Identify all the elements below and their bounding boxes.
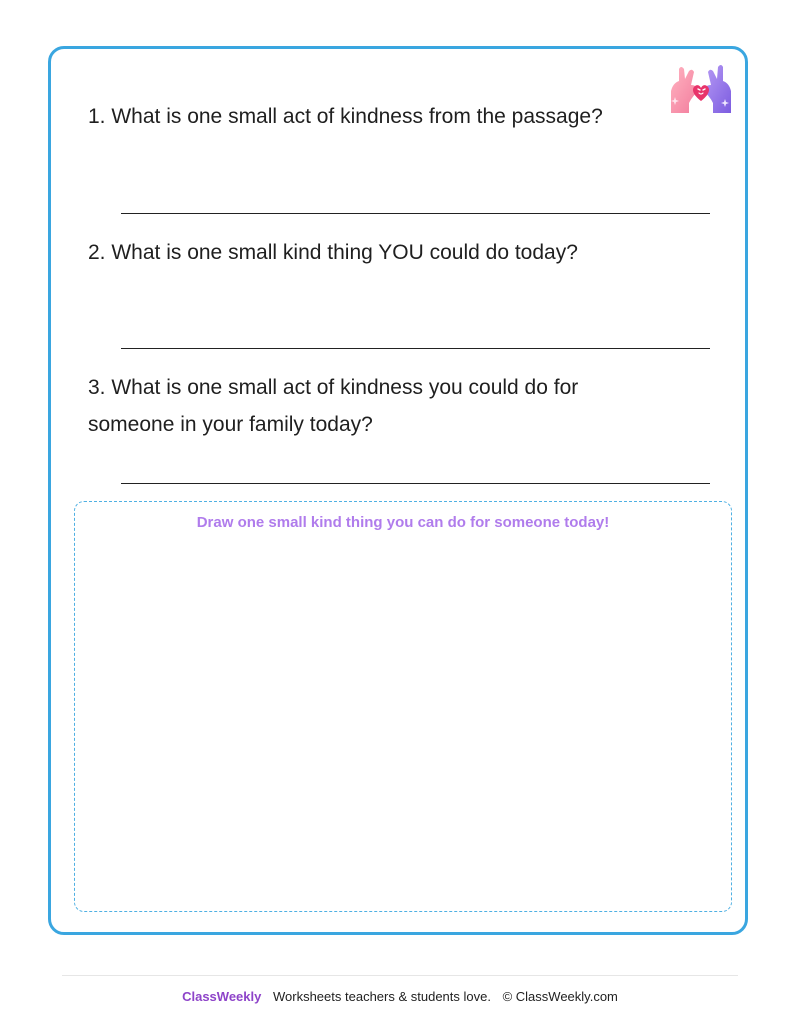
question-2: 2. What is one small kind thing YOU could do today? (88, 241, 578, 264)
question-1: 1. What is one small act of kindness from the passage? (88, 105, 603, 128)
answer-line-2[interactable] (121, 348, 710, 349)
drawing-box[interactable] (74, 501, 732, 912)
question-3: 3. What is one small act of kindness you could do for someone in your family today? (88, 376, 579, 436)
footer (0, 989, 800, 1004)
drawing-prompt: Draw one small kind thing you can do for someone today! (196, 514, 610, 531)
footer-divider (62, 975, 738, 976)
heart-hands-icon (667, 61, 735, 117)
footer-tagline: Worksheets teachers & students love. (272, 989, 491, 1004)
footer-copyright: © ClassWeekly.com (502, 989, 618, 1004)
worksheet-card (48, 46, 748, 935)
answer-line-1[interactable] (121, 213, 710, 214)
footer-brand: ClassWeekly (182, 989, 262, 1004)
answer-line-3[interactable] (121, 483, 710, 484)
